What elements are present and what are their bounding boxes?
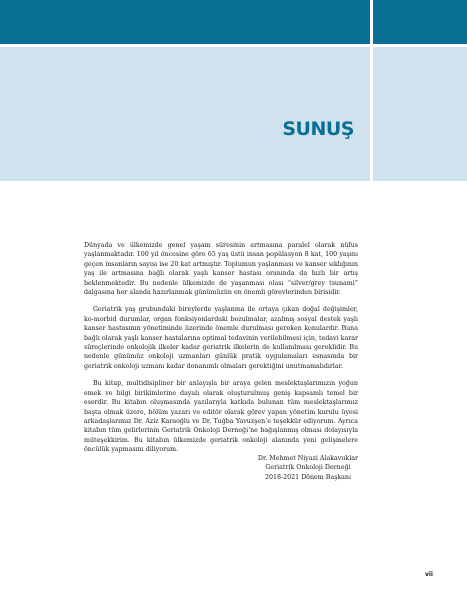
signature-block	[258, 454, 358, 482]
header-bar-right	[373, 0, 467, 44]
title-band-left	[0, 47, 370, 181]
paragraph-2: Geriatrik yaş grubundaki bireylerde yaşlanma ile ortaya çıkan doğal değişimler, ko-morbid durumlar, organ fonksiyonlardaki bozulmalar, azalmış sosyal destek yaşlı kanser hastasının yönetiminde üzerinde önemle durulması gereken konulardır. Buna bağlı olarak yaşlı kanser hastalarına optimal tedavinin verilebilmesi için, tedavi karar süreçlerinde onkolojik ilkeler kadar geriatrik ilkelerin de kullanılması gereklidir. Bu nedenle günümüz onkoloji uzmanları günlük pratik uygulamaları esnasında bir geriatrik onkoloji uzmanı kadar donanımlı olmaları gerektiğini unutmamalıdırlar.	[84, 306, 358, 370]
paragraph-3: Bu kitap, multidisipliner bir anlayışla bir araya gelen meslektaşlarımızın yoğun emek ve bilgi birikimlerine dayalı olarak oluşturulmuş geniş kapsamlı temel bir eserdir. Bu kitabın oluşmasında yazılarıyla katkıda bulunan tüm meslektaşlarımız başta olmak üzere, bölüm yazarı ve editör olarak görev yapan yönetim kurulu üyesi arkadaşlarımız Dr. Aziz Karaoğlu ve Dr. Tuğba Yavuzşen’e teşekkür ediyorum. Ayrıca kitabın tüm gelirlerinin Geriatrik Onkoloji Derneği’ne bağışlanmış olması dolayısıyla müteşekkirim. Bu kitabın ülkemizde geriatrik onkoloji alanında yeni gelişmelere öncülük yapmasını diliyorum.	[84, 380, 358, 454]
page-number: vii	[424, 571, 433, 578]
signature-role: 2018-2021 Dönem Başkanı	[264, 473, 351, 481]
preface-body	[84, 241, 358, 463]
page-title: SUNUŞ	[282, 118, 354, 140]
signature-name: Dr. Mehmet Niyazi Alakavuklar	[257, 455, 358, 462]
signature-organization: Geriatrik Onkoloji Derneği	[265, 464, 351, 472]
header-bar-left	[0, 0, 370, 44]
title-band-right	[373, 47, 467, 181]
paragraph-1: Dünyada ve ülkemizde genel yaşam süresinin artmasına paralel olarak nüfus yaşlanmaktadır. 100 yıl öncesine göre 65 yaş üstü insan popülasyon 8 kat, 100 yaşını geçen insanların sayısı ise 20 kat artmıştır. Toplumun yaşlanması ve kanser sıklığının yaş ile artmasına bağlı olarak yaşlı kanser hastası oranında da hızlı bir artış beklenmektedir. Bu nedenle ülkemizde de yaşanması olası “silver/grey tsunami” dalgasına her alanda hazırlanmak günümüzün en önemli görevlerinden birisidir.	[84, 242, 358, 297]
